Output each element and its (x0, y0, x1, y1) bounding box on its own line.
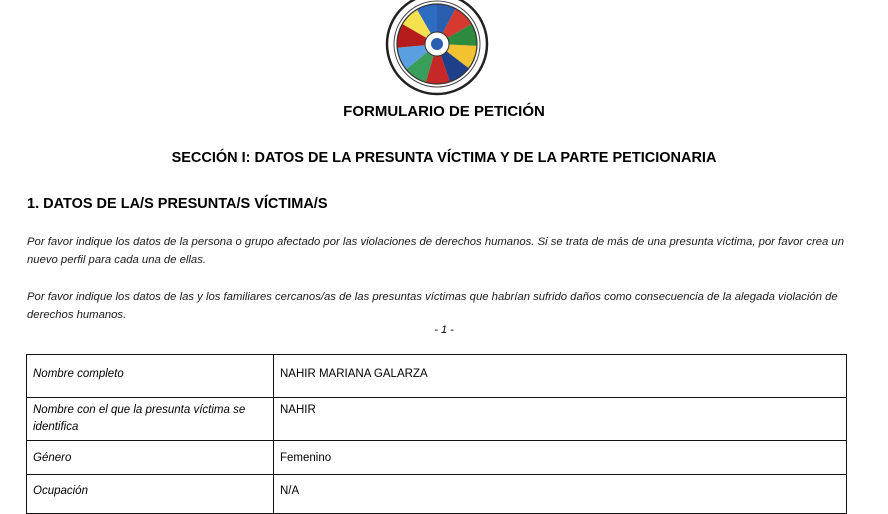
instruction-paragraph-2: Por favor indique los datos de las y los familiares cercanos/as de las presuntas víctimas que habrían sufrido daños como consecuencia de la alegada violación de derechos humanos. (27, 291, 838, 321)
occupation-value[interactable]: N/A (274, 475, 847, 514)
table-row (27, 475, 847, 514)
instruction-paragraph-1: Por favor indique los datos de la persona o grupo afectado por las violaciones de derechos humanos. Si se trata de más de una presunta víctima, por favor crea un nuevo perfil para cada una de ellas. (27, 236, 844, 266)
section-title: SECCIÓN I: DATOS DE LA PRESUNTA VÍCTIMA Y DE LA PARTE PETICIONARIA (171, 150, 717, 166)
form-title: FORMULARIO DE PETICIÓN (343, 103, 545, 120)
table-row (27, 398, 847, 441)
gender-value[interactable]: Femenino (274, 441, 847, 475)
victims-data-heading: 1. DATOS DE LA/S PRESUNTA/S VÍCTIMA/S (27, 196, 328, 212)
page-number: - 1 - (434, 324, 454, 336)
table-row (27, 441, 847, 475)
occupation-label: Ocupación (27, 475, 274, 514)
table-row (27, 355, 847, 398)
victim-data-table (26, 354, 847, 514)
full-name-label: Nombre completo (27, 355, 274, 398)
gender-label: Género (27, 441, 274, 475)
identified-name-value[interactable]: NAHIR (274, 398, 847, 441)
identified-name-label: Nombre con el que la presunta víctima se identifica (27, 398, 274, 441)
full-name-value[interactable]: NAHIR MARIANA GALARZA (274, 355, 847, 398)
oas-seal-icon (385, 0, 489, 96)
